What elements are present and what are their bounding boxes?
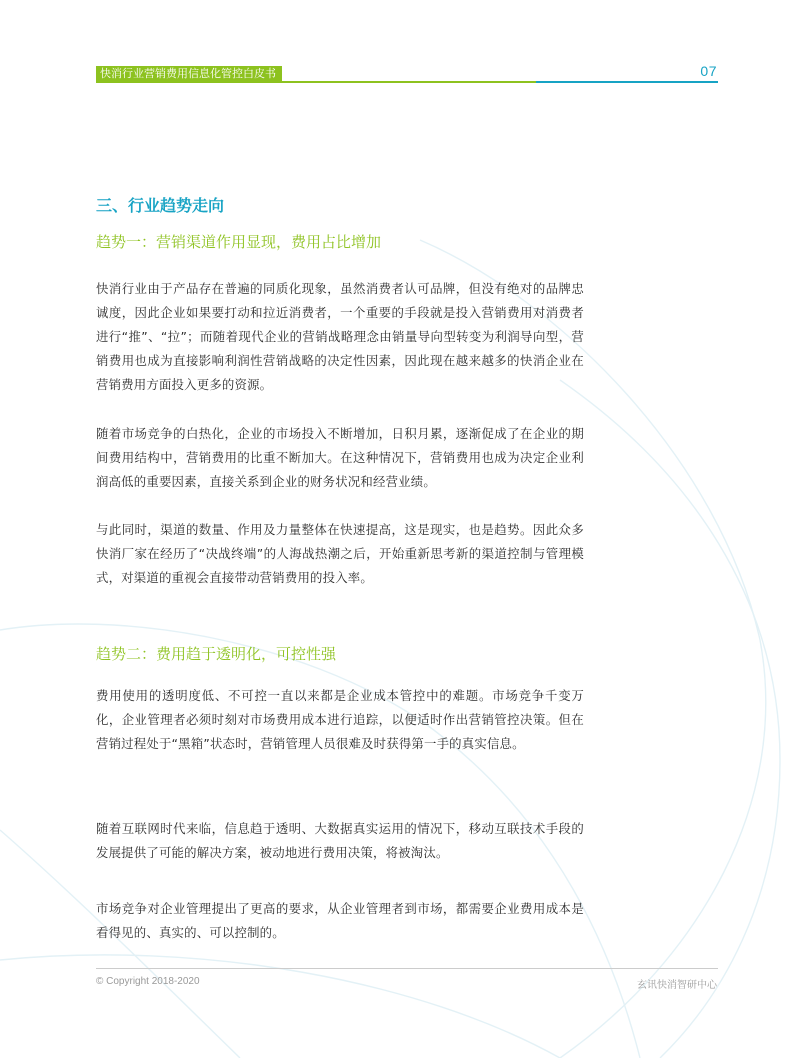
trend1-title: 趋势一：营销渠道作用显现，费用占比增加 bbox=[96, 233, 382, 251]
header-divider-green bbox=[96, 81, 536, 83]
trend2-paragraph-2: 随着互联网时代来临，信息趋于透明、大数据真实运用的情况下，移动互联技术手段的发展提供了可能的解决方案，被动地进行费用决策，将被淘汰。 bbox=[96, 821, 584, 860]
page-number: 07 bbox=[700, 63, 717, 79]
footer-divider bbox=[96, 968, 718, 969]
organization-name: 玄讯快消智研中心 bbox=[637, 980, 717, 991]
trend1-paragraph-2: 随着市场竞争的白热化，企业的市场投入不断增加，日积月累，逐渐促成了在企业的期间费用结构中，营销费用的比重不断加大。在这种情况下，营销费用也成为决定企业利润高低的重要因素，直接关系到企业的财务状况和经营业绩。 bbox=[96, 426, 584, 489]
section-title: 三、行业趋势走向 bbox=[96, 196, 225, 215]
header-title: 快消行业营销费用信息化管控白皮书 bbox=[96, 66, 282, 82]
copyright-text: © Copyright 2018-2020 bbox=[96, 976, 200, 987]
trend2-title: 趋势二：费用趋于透明化，可控性强 bbox=[96, 645, 337, 663]
trend1-paragraph-3: 与此同时，渠道的数量、作用及力量整体在快速提高，这是现实，也是趋势。因此众多快消厂家在经历了“决战终端”的人海战热潮之后，开始重新思考新的渠道控制与管理模式，对渠道的重视会直接带动营销费用的投入率。 bbox=[96, 522, 584, 585]
trend1-paragraph-1: 快消行业由于产品存在普遍的同质化现象，虽然消费者认可品牌，但没有绝对的品牌忠诚度，因此企业如果要打动和拉近消费者，一个重要的手段就是投入营销费用对消费者进行“推”、“拉”；而随着现代企业的营销战略理念由销量导向型转变为利润导向型，营销费用也成为直接影响利润性营销战略的决定性因素，因此现在越来越多的快消企业在营销费用方面投入更多的资源。 bbox=[96, 281, 584, 392]
header-divider-teal bbox=[536, 81, 718, 83]
trend2-paragraph-3: 市场竞争对企业管理提出了更高的要求，从企业管理者到市场，都需要企业费用成本是看得见的、真实的、可以控制的。 bbox=[96, 901, 584, 940]
trend2-paragraph-1: 费用使用的透明度低、不可控一直以来都是企业成本管控中的难题。市场竞争千变万化，企业管理者必须时刻对市场费用成本进行追踪，以便适时作出营销管控决策。但在营销过程处于“黑箱”状态时，营销管理人员很难及时获得第一手的真实信息。 bbox=[96, 688, 584, 751]
